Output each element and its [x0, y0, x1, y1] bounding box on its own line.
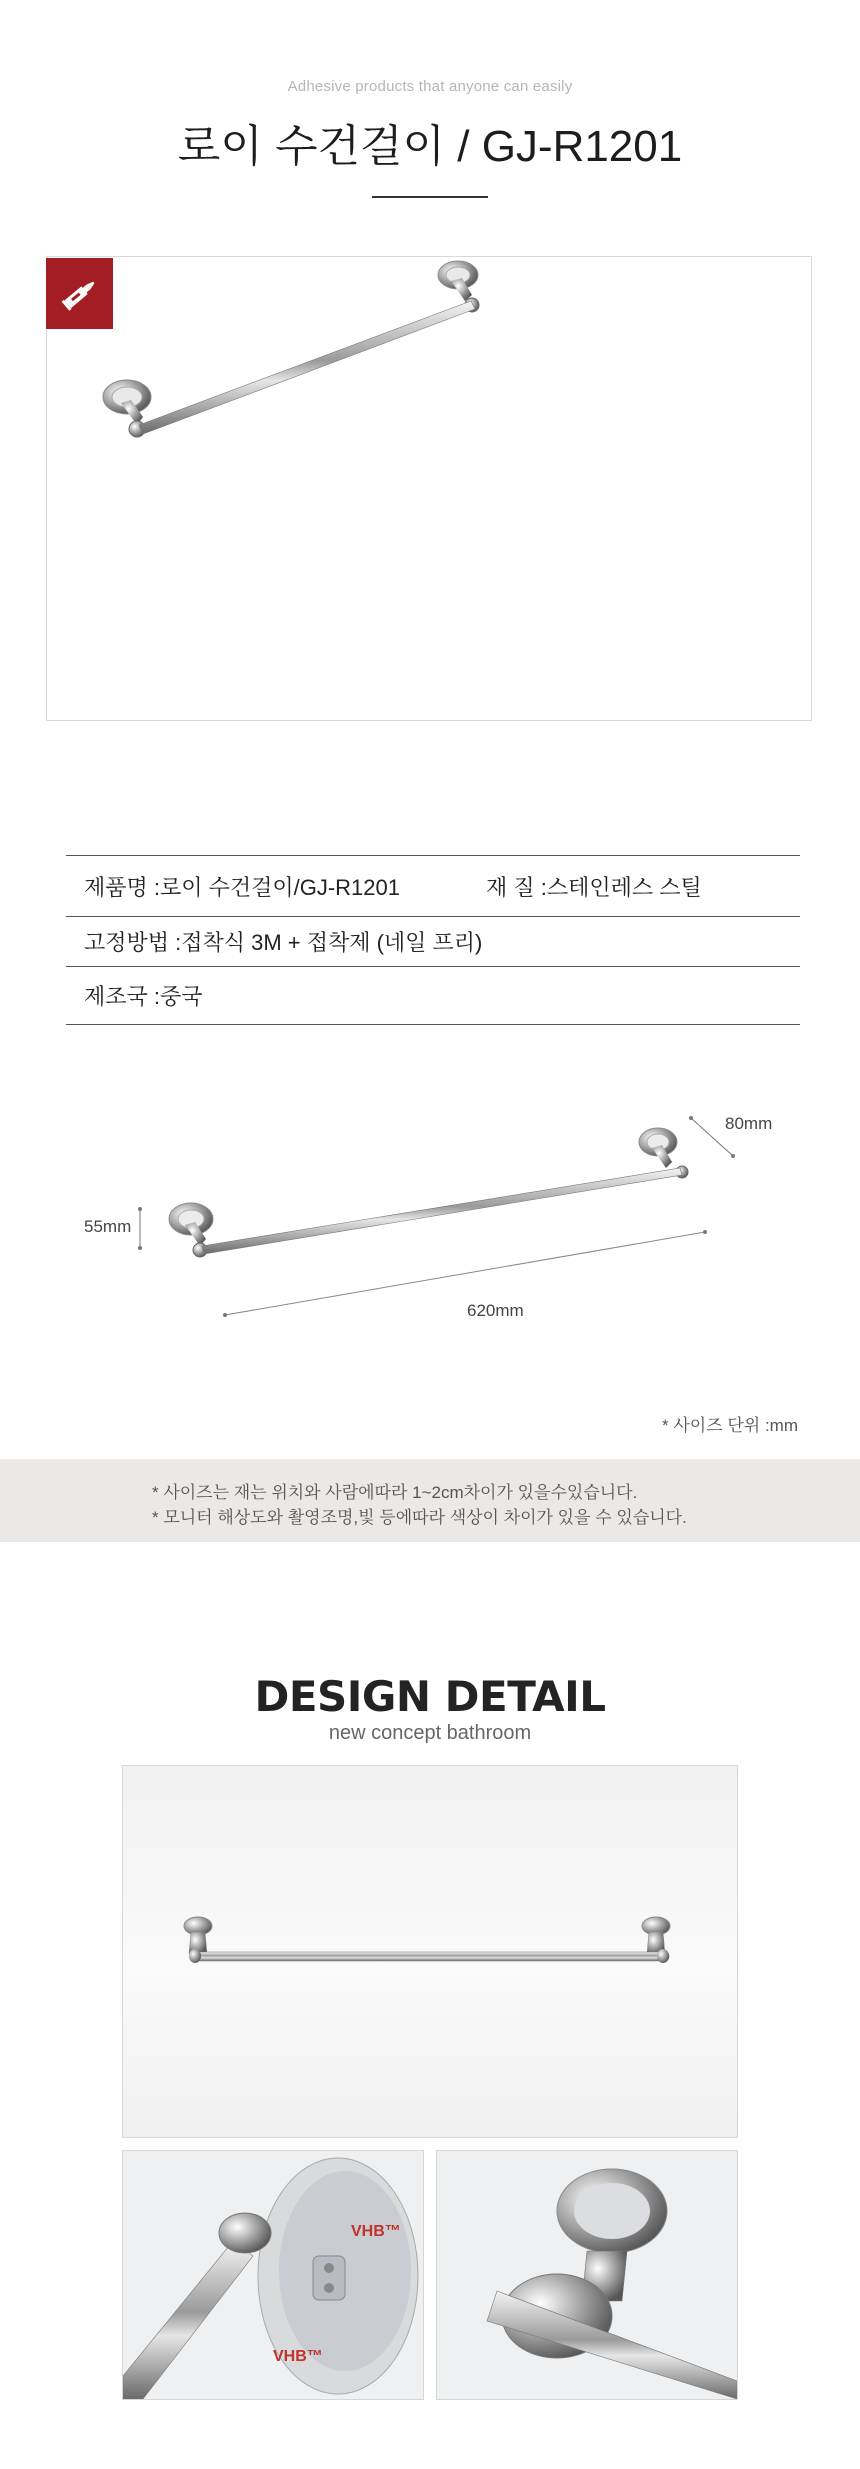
notice-size: * 사이즈는 재는 위치와 사람에따라 1~2cm차이가 있을수있습니다.: [152, 1483, 638, 1502]
tape-label-1: VHB™: [351, 2223, 401, 2240]
title-divider: [372, 196, 488, 198]
spec-origin: 제조국 :중국: [84, 984, 203, 1009]
spec-row: [66, 855, 800, 916]
detail-photo-adhesive: [122, 2150, 424, 2400]
design-detail-title: DESIGN DETAIL: [254, 1672, 606, 1721]
dimension-depth: 80mm: [725, 1114, 773, 1133]
adhesive-tube-icon: [46, 258, 113, 329]
spec-product-name: 제품명 :로이 수건걸이/GJ-R1201: [84, 874, 400, 900]
towel-bar-image: [47, 257, 811, 720]
spec-row: [66, 916, 800, 966]
notice-color: * 모니터 해상도와 촬영조명,빛 등에따라 색상이 차이가 있을 수 있습니다.: [152, 1508, 687, 1527]
spec-table: [66, 855, 800, 1025]
spec-row: [66, 966, 800, 1025]
detail-photo-bracket: [436, 2150, 738, 2400]
design-detail-subtitle: new concept bathroom: [328, 1722, 532, 1744]
dimension-height: 55mm: [84, 1217, 132, 1236]
spec-material: 재 질 :스테인레스 스틸: [486, 874, 702, 900]
size-unit-note: * 사이즈 단위 :mm: [662, 1416, 798, 1435]
tape-label-2: VHB™: [273, 2348, 323, 2365]
detail-photo-full: [122, 1765, 738, 2138]
spec-mounting: 고정방법 :접착식 3M + 접착제 (네일 프리): [84, 930, 483, 955]
dimension-length: 620mm: [467, 1301, 524, 1320]
size-diagram: [60, 1080, 800, 1340]
header-tagline: Adhesive products that anyone can easily: [287, 78, 573, 95]
page-title: 로이 수건걸이 / GJ-R1201: [177, 122, 683, 171]
product-photo: [46, 256, 812, 721]
